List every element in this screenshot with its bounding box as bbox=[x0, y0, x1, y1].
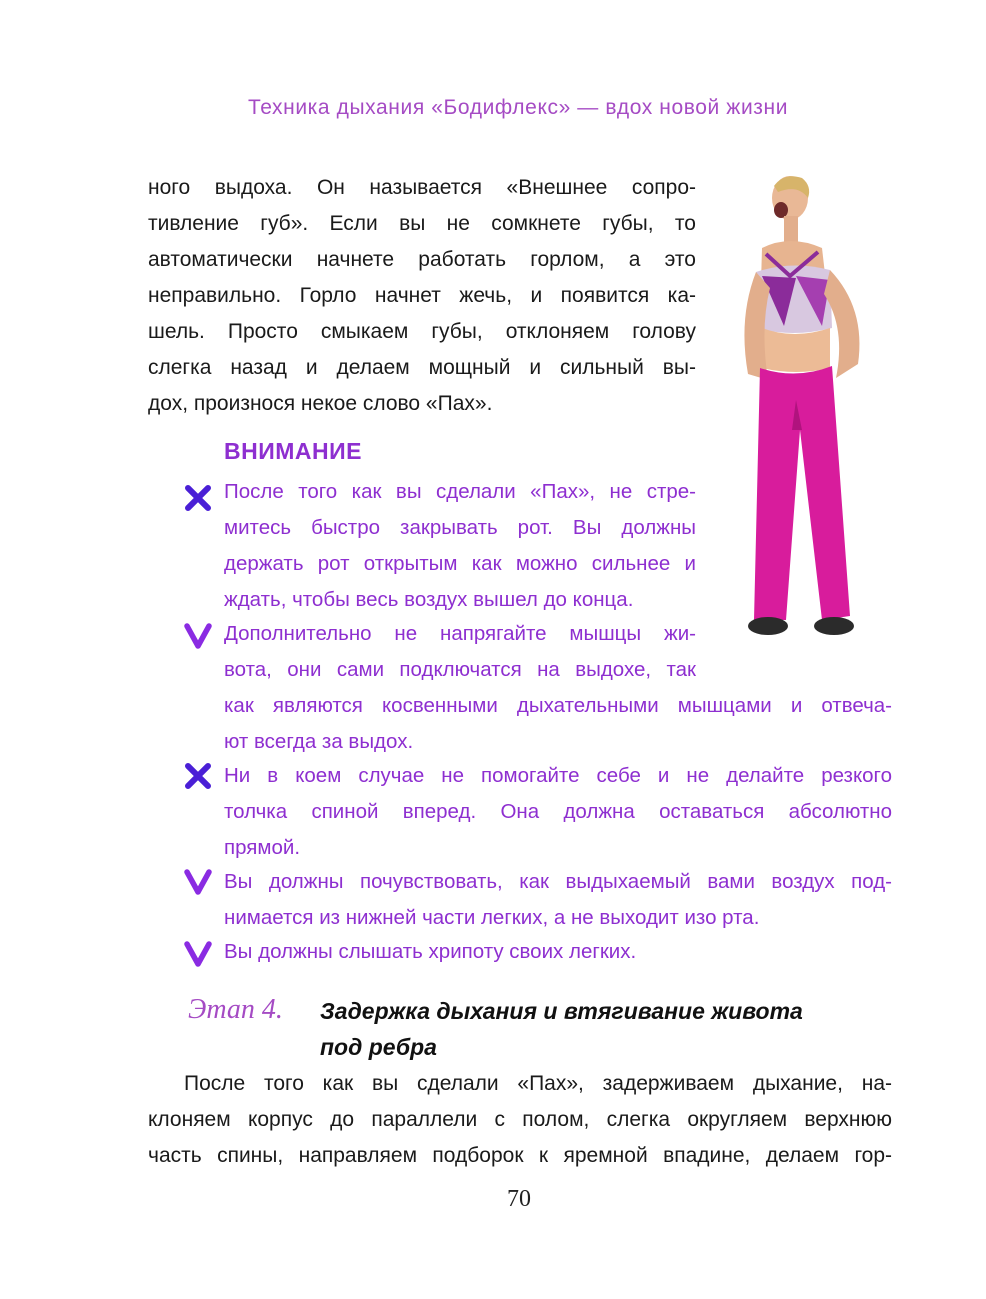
attention-item-line: Дополнительно не напрягайте мышцы жи- bbox=[224, 622, 696, 645]
attention-item-line: Вы должны почувствовать, как выдыхаемый вами воздух под- bbox=[224, 870, 892, 893]
attention-item-line: держать рот открытым как можно сильнее и bbox=[224, 552, 696, 575]
attention-item-line: как являются косвенными дыхательными мышцами и отвеча- bbox=[224, 694, 892, 717]
attention-item-line: Ни в коем случае не помогайте себе и не делайте резкого bbox=[224, 764, 892, 787]
attention-item-line: нимается из нижней части легких, а не выходит изо рта. bbox=[224, 906, 760, 929]
stage-label: Этап 4. bbox=[188, 994, 283, 1025]
stage-text-line: часть спины, направляем подборок к яремной впадине, делаем гор- bbox=[148, 1144, 892, 1167]
attention-item-line: прямой. bbox=[224, 836, 301, 859]
intro-line: слегка назад и делаем мощный и сильный вы- bbox=[148, 356, 696, 379]
attention-item-line: После того как вы сделали «Пах», не стре- bbox=[224, 480, 696, 503]
intro-line: ного выдоха. Он называется «Внешнее сопро- bbox=[148, 176, 696, 199]
cross-icon bbox=[184, 484, 212, 512]
check-icon bbox=[184, 868, 212, 896]
stage-text-line: клоняем корпус до параллели с полом, слегка округляем верхнюю bbox=[148, 1108, 892, 1131]
running-title: Техника дыхания «Бодифлекс» — вдох новой жизни bbox=[247, 96, 789, 119]
exhale-pose-photo bbox=[726, 168, 892, 648]
intro-line: шель. Просто смыкаем губы, отклоняем голову bbox=[148, 320, 696, 343]
intro-line: дох, произнося некое слово «Пах». bbox=[148, 392, 493, 415]
intro-line: автоматически начнете работать горлом, а это bbox=[148, 248, 696, 271]
attention-item-line: митесь быстро закрывать рот. Вы должны bbox=[224, 516, 696, 539]
attention-heading: ВНИМАНИЕ bbox=[224, 438, 363, 464]
intro-line: неправильно. Горло начнет жечь, и появится ка- bbox=[148, 284, 696, 307]
cross-icon bbox=[184, 762, 212, 790]
page-number: 70 bbox=[507, 1186, 531, 1212]
intro-line: тивление губ». Если вы не сомкнете губы, то bbox=[148, 212, 696, 235]
check-icon bbox=[184, 940, 212, 968]
attention-item-line: ют всегда за выдох. bbox=[224, 730, 414, 753]
stage-title-line: Задержка дыхания и втягивание живота bbox=[320, 998, 803, 1024]
attention-item-line: толчка спиной вперед. Она должна оставаться абсолютно bbox=[224, 800, 892, 823]
attention-item-line: вота, они сами подключатся на выдохе, так bbox=[224, 658, 696, 681]
check-icon bbox=[184, 622, 212, 650]
attention-item-line: ждать, чтобы весь воздух вышел до конца. bbox=[224, 588, 634, 611]
stage-title-line: под ребра bbox=[320, 1034, 437, 1060]
stage-text-line: После того как вы сделали «Пах», задерживаем дыхание, на- bbox=[184, 1072, 892, 1095]
attention-item-line: Вы должны слышать хрипоту своих легких. bbox=[224, 940, 637, 963]
